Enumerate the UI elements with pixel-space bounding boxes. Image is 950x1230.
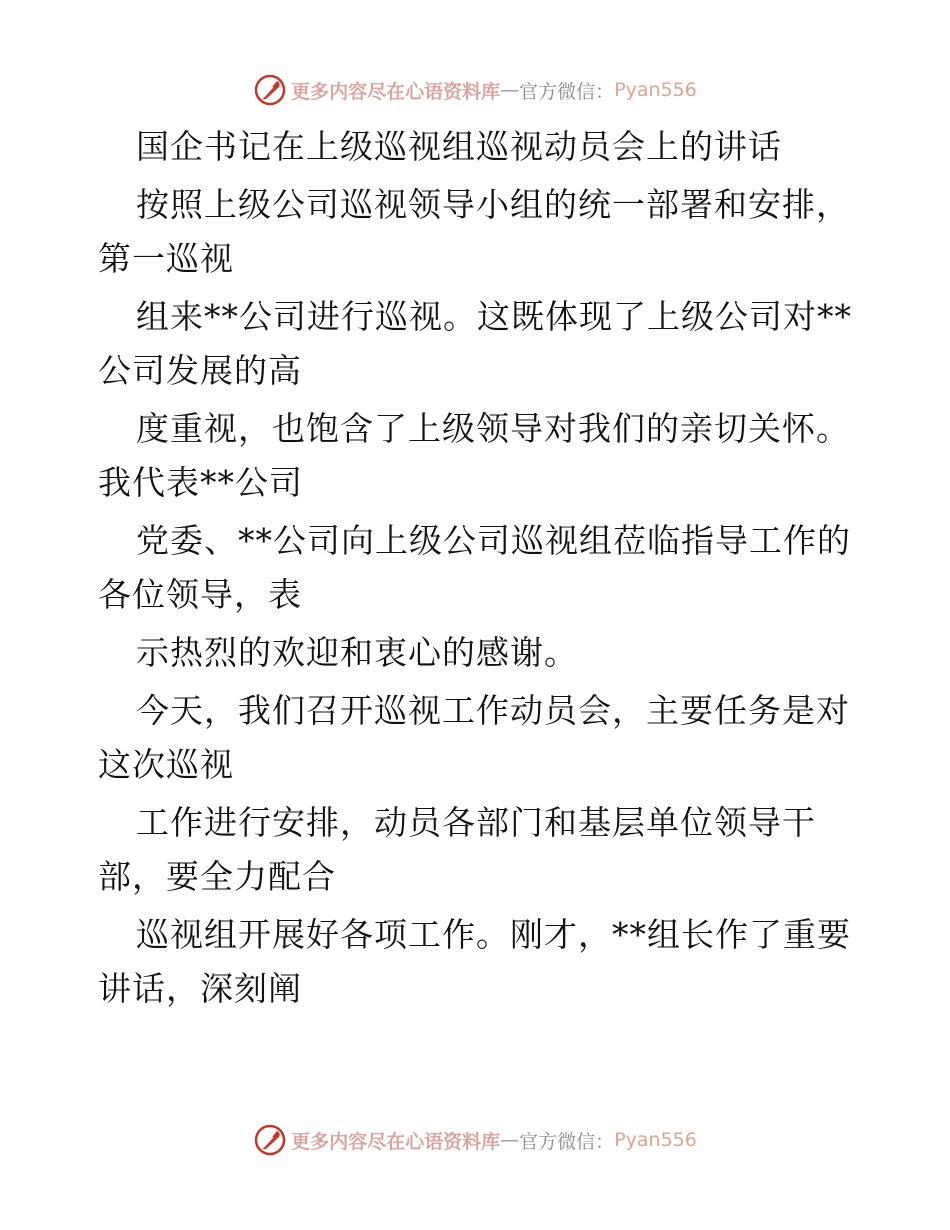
paragraph-line: 部，要全力配合 xyxy=(98,857,336,896)
paragraph-line: 组来**公司进行巡视。这既体现了上级公司对** xyxy=(136,297,852,336)
feather-pen-circle-icon xyxy=(253,1123,287,1157)
document-title: 国企书记在上级巡视组巡视动员会上的讲话 xyxy=(136,127,782,166)
feather-pen-circle-icon xyxy=(253,73,287,107)
paragraph-line: 工作进行安排，动员各部门和基层单位领导干 xyxy=(136,803,816,842)
watermark-wechat-id: Pyan556 xyxy=(614,79,697,101)
footer-watermark xyxy=(0,1120,950,1160)
paragraph-line: 度重视，也饱含了上级领导对我们的亲切关怀。 xyxy=(136,409,850,448)
header-watermark xyxy=(0,70,950,110)
paragraph-line: 讲话，深刻阐 xyxy=(98,969,302,1008)
paragraph-line: 公司发展的高 xyxy=(98,351,302,390)
paragraph-line: 各位领导，表 xyxy=(98,575,302,614)
paragraph-line: 示热烈的欢迎和衷心的感谢。 xyxy=(136,633,578,672)
paragraph-line: 按照上级公司巡视领导小组的统一部署和安排， xyxy=(136,185,850,224)
paragraph-line: 党委、**公司向上级公司巡视组莅临指导工作的 xyxy=(136,521,851,560)
watermark-wechat-label: 官方微信： xyxy=(519,80,615,103)
paragraph-line: 巡视组开展好各项工作。刚才，**组长作了重要 xyxy=(136,915,851,954)
document-body xyxy=(98,120,858,1016)
paragraph-line: 这次巡视 xyxy=(98,745,234,784)
paragraph-line: 今天，我们召开巡视工作动员会，主要任务是对 xyxy=(136,691,850,730)
paragraph-line: 第一巡视 xyxy=(98,239,234,278)
paragraph-line: 我代表**公司 xyxy=(98,463,303,502)
watermark-main-text: 更多内容尽在心语资料库 xyxy=(291,1130,501,1153)
watermark-separator: — xyxy=(500,79,520,101)
watermark-wechat-id: Pyan556 xyxy=(614,1129,697,1151)
watermark-main-text: 更多内容尽在心语资料库 xyxy=(291,80,501,103)
watermark-separator: — xyxy=(500,1129,520,1151)
watermark-wechat-label: 官方微信： xyxy=(519,1130,615,1153)
